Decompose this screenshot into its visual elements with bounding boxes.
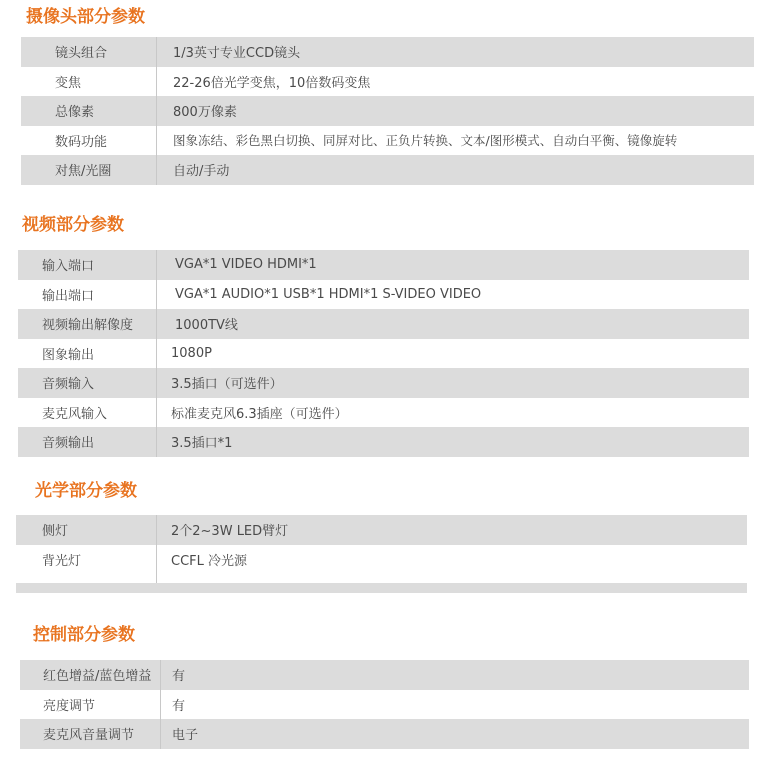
row-shade-strip — [16, 583, 747, 593]
table-row — [20, 660, 749, 690]
row-value: 22-26倍光学变焦，10倍数码变焦 — [173, 75, 371, 91]
column-divider — [160, 719, 161, 749]
row-label: 总像素 — [55, 105, 95, 121]
table-row — [18, 339, 749, 369]
column-divider — [156, 250, 157, 280]
table-row — [18, 250, 749, 280]
row-value: 1/3英寸专业CCD镜头 — [173, 46, 301, 62]
table-row — [18, 427, 749, 457]
column-divider — [156, 515, 157, 545]
column-divider — [156, 37, 157, 67]
row-value: 有 — [172, 698, 186, 714]
column-divider — [156, 67, 157, 97]
row-label: 红色增益/蓝色增益 — [43, 669, 152, 685]
row-value: 3.5插口*1 — [171, 436, 233, 452]
row-label: 变焦 — [55, 75, 82, 91]
row-label: 音频输入 — [42, 377, 95, 393]
row-label: 输入端口 — [42, 259, 95, 275]
row-label: 镜头组合 — [55, 46, 108, 62]
column-divider — [156, 126, 157, 156]
row-value: 2个2~3W LED臂灯 — [171, 524, 289, 540]
row-value: 1080P — [171, 345, 212, 361]
row-label: 侧灯 — [42, 524, 69, 540]
table-row — [16, 545, 747, 575]
table-row — [21, 96, 754, 126]
row-label: 背光灯 — [42, 553, 82, 569]
table-row — [18, 368, 749, 398]
table-row — [21, 67, 754, 97]
table-row — [18, 309, 749, 339]
section-title-video: 视频部分参数 — [22, 215, 124, 235]
section-title-control: 控制部分参数 — [33, 625, 135, 645]
row-label: 音频输出 — [42, 436, 95, 452]
table-row — [21, 126, 754, 156]
row-label: 麦克风音量调节 — [43, 728, 135, 744]
column-divider — [156, 96, 157, 126]
row-label: 亮度调节 — [43, 698, 96, 714]
column-divider — [156, 339, 157, 369]
table-row — [16, 574, 747, 593]
table-row — [21, 155, 754, 185]
spec-table-video — [18, 250, 749, 457]
table-row — [20, 719, 749, 749]
row-label: 输出端口 — [42, 288, 95, 304]
row-value: 标准麦克风6.3插座（可选件） — [171, 406, 348, 422]
column-divider — [156, 280, 157, 310]
spec-table-control — [20, 660, 749, 749]
table-row — [16, 515, 747, 545]
spec-table-optics — [16, 515, 747, 593]
row-label: 图象输出 — [42, 347, 95, 363]
spec-table-camera — [21, 37, 754, 185]
row-label: 对焦/光圈 — [55, 164, 112, 180]
column-divider — [160, 690, 161, 720]
column-divider — [156, 427, 157, 457]
column-divider — [156, 545, 157, 575]
column-divider — [156, 309, 157, 339]
row-value: CCFL 冷光源 — [171, 553, 248, 569]
row-value: 1000TV线 — [175, 318, 238, 334]
row-value: VGA*1 AUDIO*1 USB*1 HDMI*1 S-VIDEO VIDEO — [175, 286, 482, 302]
table-row — [18, 280, 749, 310]
row-value: 图象冻结、彩色黑白切换、同屏对比、正负片转换、文本/图形模式、自动白平衡、镜像旋转 — [173, 133, 678, 149]
row-value: 有 — [172, 669, 186, 685]
row-value: 3.5插口（可选件） — [171, 377, 283, 393]
row-label: 视频输出解像度 — [42, 318, 134, 334]
column-divider — [160, 660, 161, 690]
row-label: 麦克风输入 — [42, 406, 108, 422]
section-title-camera: 摄像头部分参数 — [26, 7, 145, 27]
row-value: VGA*1 VIDEO HDMI*1 — [175, 257, 317, 273]
column-divider — [156, 398, 157, 428]
row-value: 自动/手动 — [173, 164, 230, 180]
column-divider — [156, 368, 157, 398]
row-value: 800万像素 — [173, 105, 237, 121]
table-row — [21, 37, 754, 67]
table-row — [18, 398, 749, 428]
row-label: 数码功能 — [55, 134, 108, 150]
table-row — [20, 690, 749, 720]
column-divider — [156, 155, 157, 185]
row-value: 电子 — [172, 728, 199, 744]
section-title-optics: 光学部分参数 — [35, 481, 137, 501]
